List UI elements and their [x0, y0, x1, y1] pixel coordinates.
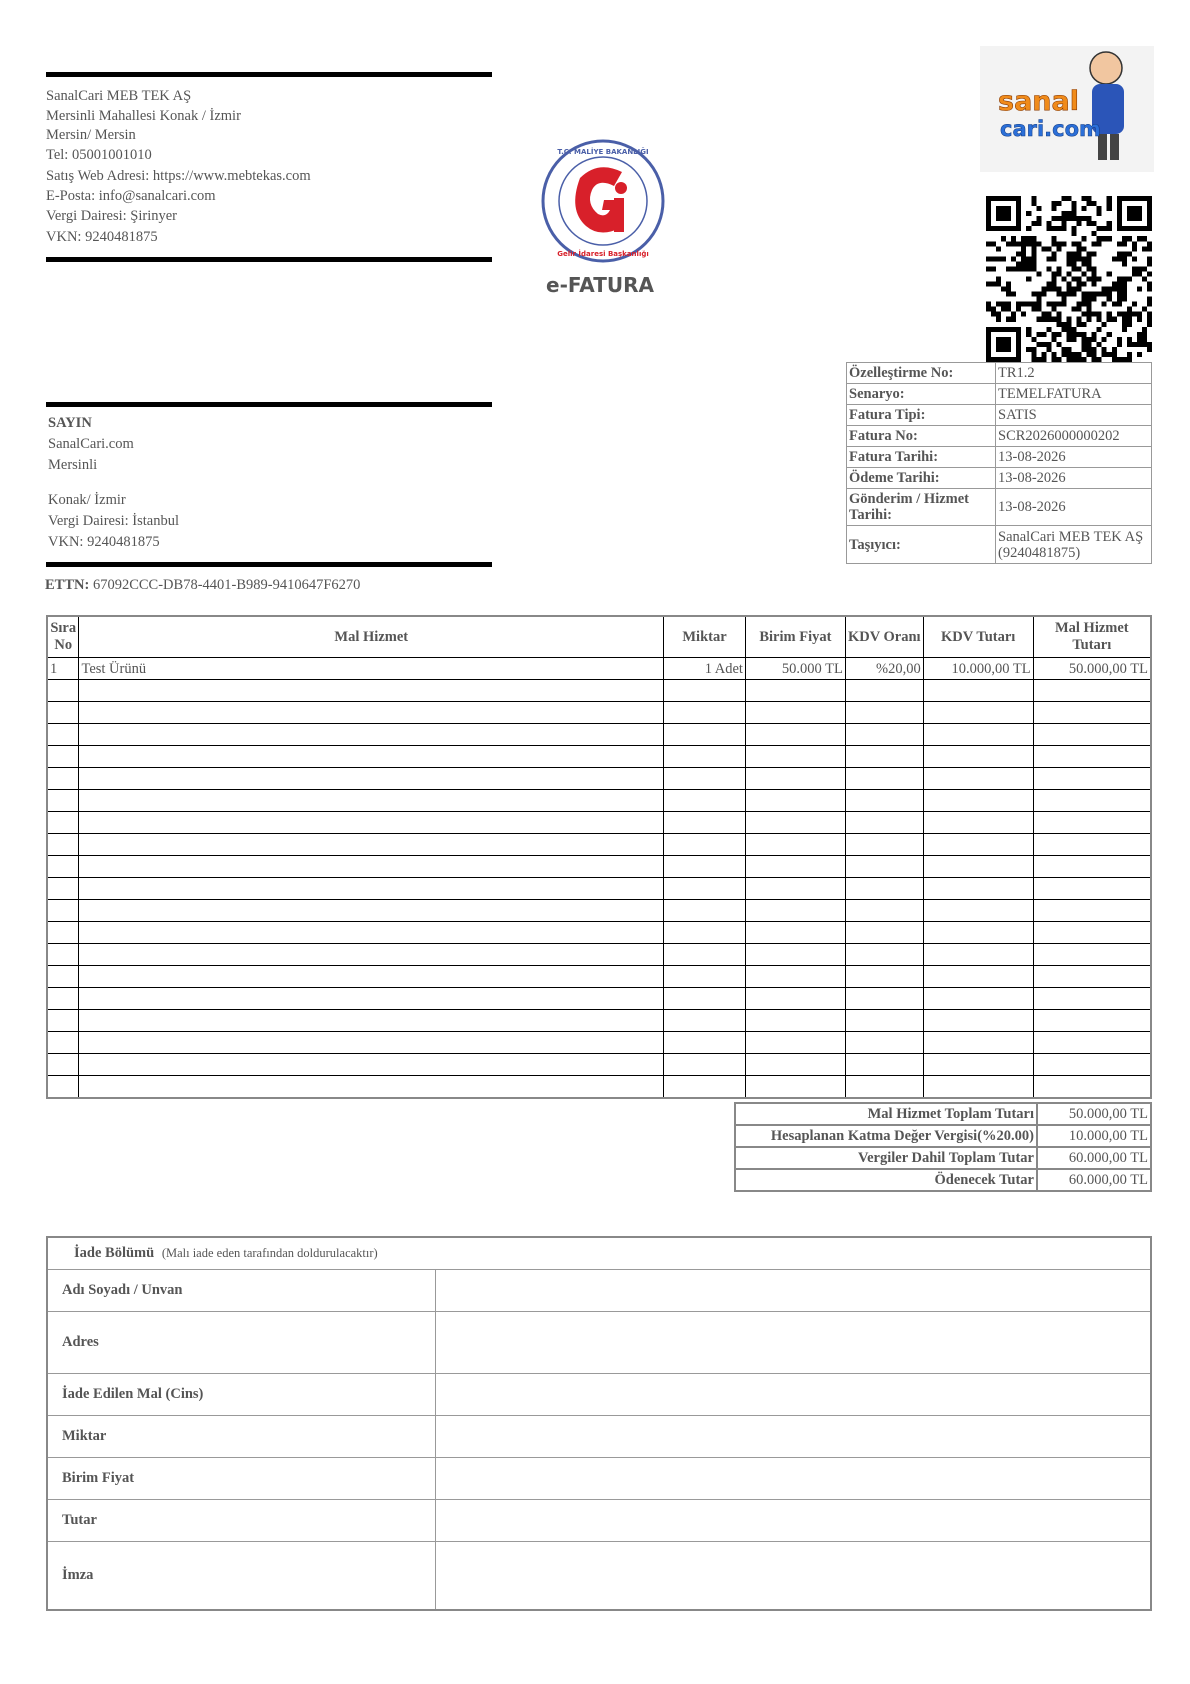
return-header: [47, 1237, 1151, 1270]
items-header-row: [47, 616, 1151, 658]
item-cell: [745, 768, 845, 790]
item-cell: [47, 922, 79, 944]
meta-row: [847, 363, 1152, 384]
empty-item-row: [47, 1054, 1151, 1076]
item-cell: [923, 790, 1033, 812]
total-row: [735, 1125, 1151, 1147]
item-cell: [923, 702, 1033, 724]
item-cell: [845, 988, 923, 1010]
item-cell: [845, 724, 923, 746]
items-table: [46, 615, 1152, 1099]
col-birim-fiyat: Birim Fiyat: [745, 616, 845, 658]
item-cell: [47, 702, 79, 724]
empty-item-row: [47, 944, 1151, 966]
empty-item-row: [47, 746, 1151, 768]
item-cell: [664, 768, 746, 790]
item-cell: [79, 988, 664, 1010]
item-cell: [79, 680, 664, 702]
item-cell: [745, 944, 845, 966]
item-cell: [845, 680, 923, 702]
item-cell: [47, 724, 79, 746]
return-field-value[interactable]: [436, 1374, 1152, 1416]
item-cell: [664, 988, 746, 1010]
item-cell: [845, 790, 923, 812]
item-cell: [1033, 856, 1151, 878]
total-value: 50.000,00 TL: [1037, 1103, 1151, 1125]
return-section: [46, 1236, 1152, 1611]
buyer-vkn: VKN: 9240481875: [48, 534, 160, 550]
item-cell: [745, 966, 845, 988]
total-value: 60.000,00 TL: [1037, 1169, 1151, 1191]
item-cell: 50.000,00 TL: [1033, 658, 1151, 680]
return-field-row: [47, 1312, 1151, 1374]
item-cell: [664, 900, 746, 922]
item-cell: [1033, 702, 1151, 724]
return-field-label: Adres: [47, 1312, 436, 1374]
meta-row: [847, 468, 1152, 489]
col-kdv-tutari: KDV Tutarı: [923, 616, 1033, 658]
item-cell: [745, 1076, 845, 1099]
item-cell: [47, 966, 79, 988]
qr-code: [986, 196, 1152, 362]
item-cell: [664, 1054, 746, 1076]
item-cell: [1033, 1010, 1151, 1032]
seller-tax-office: Vergi Dairesi: Şirinyer: [46, 208, 178, 225]
item-cell: [745, 1054, 845, 1076]
item-cell: 1: [47, 658, 79, 680]
empty-item-row: [47, 878, 1151, 900]
svg-text:sanal: sanal: [998, 86, 1079, 117]
item-cell: [923, 944, 1033, 966]
item-cell: [79, 856, 664, 878]
item-cell: [664, 922, 746, 944]
item-cell: [47, 944, 79, 966]
item-cell: [745, 812, 845, 834]
item-cell: [47, 878, 79, 900]
item-cell: [47, 790, 79, 812]
meta-key: Gönderim / Hizmet Tarihi:: [847, 489, 996, 526]
item-cell: [79, 724, 664, 746]
empty-item-row: [47, 1076, 1151, 1099]
return-note: (Malı iade eden tarafından doldurulacaktır): [161, 1246, 378, 1260]
company-logo: [980, 46, 1154, 172]
item-cell: [745, 724, 845, 746]
item-cell: [1033, 768, 1151, 790]
item-cell: [79, 702, 664, 724]
item-cell: [845, 966, 923, 988]
seller-info: [46, 86, 311, 247]
meta-value: SCR2026000000202: [996, 426, 1152, 447]
empty-item-row: [47, 1010, 1151, 1032]
item-cell: [79, 1054, 664, 1076]
item-cell: 1 Adet: [664, 658, 746, 680]
empty-item-row: [47, 1032, 1151, 1054]
item-cell: [47, 856, 79, 878]
return-title: İade Bölümü: [74, 1245, 155, 1261]
item-cell: [845, 834, 923, 856]
item-row: [47, 658, 1151, 680]
item-cell: [923, 856, 1033, 878]
return-field-row: [47, 1270, 1151, 1312]
item-cell: [664, 702, 746, 724]
item-cell: [664, 812, 746, 834]
seller-website: Satış Web Adresi: https://www.mebtekas.com: [46, 167, 311, 184]
seller-bottom-rule: [46, 257, 492, 262]
item-cell: [79, 1076, 664, 1099]
seller-name: SanalCari MEB TEK AŞ: [46, 88, 192, 104]
buyer-name: SanalCari.com: [48, 436, 134, 452]
item-cell: [1033, 922, 1151, 944]
col-sira-no: Sıra No: [47, 616, 79, 658]
item-cell: [79, 1010, 664, 1032]
total-row: [735, 1103, 1151, 1125]
item-cell: %20,00: [845, 658, 923, 680]
item-cell: [664, 790, 746, 812]
meta-row: [847, 489, 1152, 526]
gib-seal: [540, 138, 666, 264]
return-field-row: [47, 1458, 1151, 1500]
total-label: Mal Hizmet Toplam Tutarı: [735, 1103, 1037, 1125]
item-cell: [923, 988, 1033, 1010]
item-cell: [79, 944, 664, 966]
meta-key: Fatura No:: [847, 426, 996, 447]
meta-value: 13-08-2026: [996, 489, 1152, 526]
item-cell: [47, 834, 79, 856]
item-cell: [79, 966, 664, 988]
seller-address: Mersinli Mahallesi Konak / İzmir: [46, 108, 241, 125]
item-cell: [47, 1010, 79, 1032]
item-cell: [47, 1032, 79, 1054]
item-cell: [79, 922, 664, 944]
item-cell: [1033, 966, 1151, 988]
item-cell: [923, 1010, 1033, 1032]
item-cell: Test Ürünü: [79, 658, 664, 680]
empty-item-row: [47, 702, 1151, 724]
meta-row: [847, 384, 1152, 405]
buyer-heading: SAYIN: [48, 415, 92, 431]
item-cell: [845, 1032, 923, 1054]
seller-phone: Tel: 05001001010: [46, 147, 152, 164]
buyer-bottom-rule: [46, 562, 492, 567]
empty-item-row: [47, 834, 1151, 856]
empty-item-row: [47, 856, 1151, 878]
meta-value: 13-08-2026: [996, 447, 1152, 468]
item-cell: [745, 922, 845, 944]
item-cell: [745, 988, 845, 1010]
item-cell: [47, 988, 79, 1010]
item-cell: [923, 900, 1033, 922]
item-cell: [923, 878, 1033, 900]
total-label: Ödenecek Tutar: [735, 1169, 1037, 1191]
item-cell: [745, 834, 845, 856]
item-cell: [79, 812, 664, 834]
return-field-row: [47, 1542, 1151, 1610]
invoice-meta-table: [846, 362, 1152, 564]
item-cell: [79, 746, 664, 768]
meta-key: Fatura Tipi:: [847, 405, 996, 426]
total-label: Vergiler Dahil Toplam Tutar: [735, 1147, 1037, 1169]
item-cell: [845, 1054, 923, 1076]
empty-item-row: [47, 812, 1151, 834]
meta-row: [847, 526, 1152, 564]
item-cell: [47, 900, 79, 922]
item-cell: [745, 900, 845, 922]
item-cell: [47, 1076, 79, 1099]
item-cell: 50.000 TL: [745, 658, 845, 680]
empty-item-row: [47, 724, 1151, 746]
item-cell: [845, 746, 923, 768]
buyer-tax-office: Vergi Dairesi: İstanbul: [48, 513, 180, 529]
meta-key: Özelleştirme No:: [847, 363, 996, 384]
item-cell: [47, 680, 79, 702]
item-cell: [845, 944, 923, 966]
item-cell: [745, 702, 845, 724]
return-field-label: Birim Fiyat: [47, 1458, 436, 1500]
item-cell: [845, 900, 923, 922]
item-cell: [923, 1054, 1033, 1076]
item-cell: [923, 834, 1033, 856]
return-field-label: Adı Soyadı / Unvan: [47, 1270, 436, 1312]
return-header-row: [47, 1237, 1151, 1270]
meta-row: [847, 405, 1152, 426]
item-cell: [923, 812, 1033, 834]
meta-value: TR1.2: [996, 363, 1152, 384]
item-cell: [845, 812, 923, 834]
document-title: e-FATURA: [546, 273, 654, 297]
item-cell: [664, 878, 746, 900]
meta-value: 13-08-2026: [996, 468, 1152, 489]
empty-item-row: [47, 790, 1151, 812]
return-field-value[interactable]: [436, 1416, 1152, 1458]
return-field-value[interactable]: [436, 1500, 1152, 1542]
item-cell: [664, 724, 746, 746]
item-cell: [79, 900, 664, 922]
item-cell: [923, 1076, 1033, 1099]
seal-top-text: T.C. MALİYE BAKANLIĞI: [557, 148, 649, 156]
item-cell: [79, 768, 664, 790]
col-kdv-orani: KDV Oranı: [845, 616, 923, 658]
buyer-district: Mersinli: [48, 457, 98, 473]
empty-item-row: [47, 768, 1151, 790]
item-cell: [923, 1032, 1033, 1054]
item-cell: [664, 944, 746, 966]
buyer-top-rule: [46, 402, 492, 407]
meta-key: Ödeme Tarihi:: [847, 468, 996, 489]
item-cell: [745, 746, 845, 768]
item-cell: [664, 1010, 746, 1032]
item-cell: [1033, 878, 1151, 900]
meta-value: SanalCari MEB TEK AŞ (9240481875): [996, 526, 1152, 564]
item-cell: [664, 834, 746, 856]
empty-item-row: [47, 988, 1151, 1010]
item-cell: [79, 1032, 664, 1054]
item-cell: [1033, 988, 1151, 1010]
item-cell: [1033, 746, 1151, 768]
empty-item-row: [47, 922, 1151, 944]
meta-value: SATIS: [996, 405, 1152, 426]
return-field-value[interactable]: [436, 1542, 1152, 1610]
item-cell: [845, 856, 923, 878]
item-cell: [745, 1032, 845, 1054]
empty-item-row: [47, 680, 1151, 702]
return-field-row: [47, 1500, 1151, 1542]
buyer-city: Konak/ İzmir: [48, 492, 126, 508]
item-cell: [923, 680, 1033, 702]
total-value: 60.000,00 TL: [1037, 1147, 1151, 1169]
item-cell: [745, 1010, 845, 1032]
meta-key: Fatura Tarihi:: [847, 447, 996, 468]
total-row: [735, 1147, 1151, 1169]
totals-table: [734, 1102, 1152, 1192]
return-field-label: İmza: [47, 1542, 436, 1610]
seller-city: Mersin/ Mersin: [46, 126, 136, 143]
return-field-value[interactable]: [436, 1270, 1152, 1312]
item-cell: [1033, 834, 1151, 856]
item-cell: [79, 878, 664, 900]
ettn-label: ETTN:: [45, 577, 90, 593]
return-field-row: [47, 1416, 1151, 1458]
return-field-value[interactable]: [436, 1312, 1152, 1374]
item-cell: [1033, 900, 1151, 922]
return-field-row: [47, 1374, 1151, 1416]
return-field-value[interactable]: [436, 1458, 1152, 1500]
item-cell: [47, 746, 79, 768]
item-cell: [47, 812, 79, 834]
item-cell: [1033, 1076, 1151, 1099]
col-mal-hizmet: Mal Hizmet: [79, 616, 664, 658]
item-cell: [664, 1076, 746, 1099]
item-cell: [923, 922, 1033, 944]
item-cell: [1033, 680, 1151, 702]
empty-item-row: [47, 900, 1151, 922]
item-cell: [845, 922, 923, 944]
item-cell: [664, 1032, 746, 1054]
item-cell: [664, 680, 746, 702]
seal-bottom-text: Gelir İdaresi Başkanlığı: [557, 250, 649, 258]
return-field-label: Miktar: [47, 1416, 436, 1458]
seller-vkn: VKN: 9240481875: [46, 228, 158, 245]
meta-key: Senaryo:: [847, 384, 996, 405]
item-cell: [845, 1076, 923, 1099]
item-cell: [47, 1054, 79, 1076]
total-value: 10.000,00 TL: [1037, 1125, 1151, 1147]
ettn: [45, 577, 360, 594]
item-cell: [745, 878, 845, 900]
item-cell: [1033, 812, 1151, 834]
item-cell: [664, 746, 746, 768]
item-cell: [923, 768, 1033, 790]
item-cell: [664, 966, 746, 988]
item-cell: [845, 768, 923, 790]
item-cell: [1033, 944, 1151, 966]
item-cell: [664, 856, 746, 878]
ettn-value: 67092CCC-DB78-4401-B989-9410647F6270: [92, 577, 361, 593]
item-cell: [745, 856, 845, 878]
item-cell: [745, 680, 845, 702]
item-cell: [1033, 790, 1151, 812]
item-cell: [1033, 1054, 1151, 1076]
item-cell: [47, 768, 79, 790]
item-cell: [79, 790, 664, 812]
return-field-label: Tutar: [47, 1500, 436, 1542]
meta-row: [847, 447, 1152, 468]
item-cell: [923, 724, 1033, 746]
buyer-info: [48, 413, 179, 553]
item-cell: [923, 746, 1033, 768]
return-field-label: İade Edilen Mal (Cins): [47, 1374, 436, 1416]
item-cell: [845, 1010, 923, 1032]
col-mal-hizmet-tutari: Mal Hizmet Tutarı: [1033, 616, 1151, 658]
item-cell: [1033, 724, 1151, 746]
meta-value: TEMELFATURA: [996, 384, 1152, 405]
col-miktar: Miktar: [664, 616, 746, 658]
total-label: Hesaplanan Katma Değer Vergisi(%20.00): [735, 1125, 1037, 1147]
seller-email: E-Posta: info@sanalcari.com: [46, 188, 216, 205]
item-cell: [1033, 1032, 1151, 1054]
item-cell: [745, 790, 845, 812]
meta-row: [847, 426, 1152, 447]
item-cell: [845, 702, 923, 724]
item-cell: 10.000,00 TL: [923, 658, 1033, 680]
empty-item-row: [47, 966, 1151, 988]
meta-key: Taşıyıcı:: [847, 526, 996, 564]
total-row: [735, 1169, 1151, 1191]
item-cell: [79, 834, 664, 856]
svg-text:cari.com: cari.com: [1000, 117, 1101, 141]
item-cell: [845, 878, 923, 900]
item-cell: [923, 966, 1033, 988]
seller-top-rule: [46, 72, 492, 77]
